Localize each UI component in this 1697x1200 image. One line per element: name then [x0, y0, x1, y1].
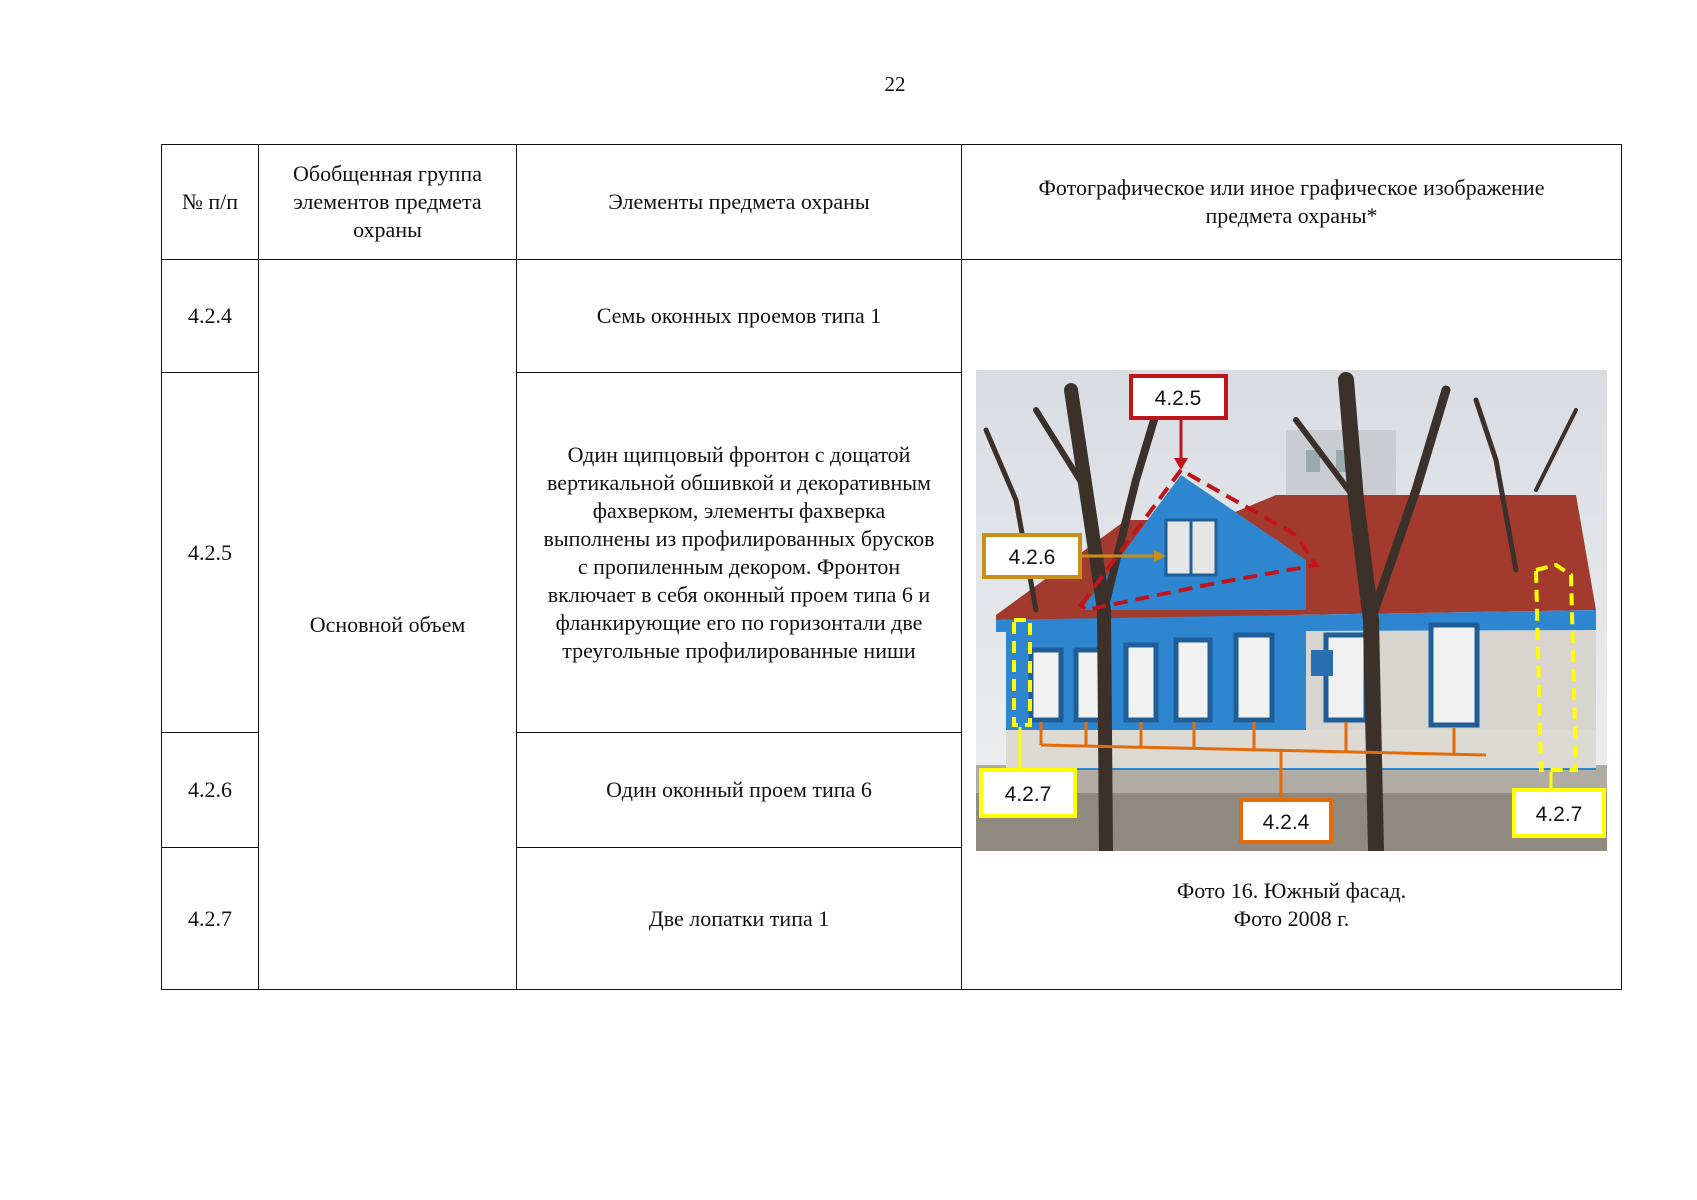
label-pilaster-right: 4.2.7	[1535, 803, 1583, 826]
label-pilaster-left: 4.2.7	[1004, 783, 1052, 806]
table-header-row	[162, 145, 1622, 260]
row-element: Один щипцовый фронтон с дощатой вертикальной обшивкой и декоративным фахверком, элементы фахверка выполнены из профилированных брусков с пропиленным декором. Фронтон включает в себя оконный проем типа 6 и фланкирующие его по горизонтали две треугольные профилированные ниши	[517, 373, 962, 733]
header-elements: Элементы предмета охраны	[517, 145, 962, 260]
heritage-elements-table	[161, 144, 1622, 990]
row-element: Семь оконных проемов типа 1	[517, 260, 962, 373]
page-number: 22	[884, 72, 906, 96]
facade-photo-drawing	[976, 370, 1607, 851]
photo-caption	[962, 877, 1621, 933]
header-image: Фотографическое или иное графическое изображение предмета охраны*	[962, 145, 1622, 260]
label-gable-window: 4.2.6	[1008, 546, 1056, 569]
group-cell: Основной объем	[259, 260, 517, 990]
photo-cell	[962, 260, 1622, 990]
header-number: № п/п	[162, 145, 259, 260]
caption-line-2: Фото 2008 г.	[1233, 906, 1350, 931]
label-gable: 4.2.5	[1154, 387, 1202, 410]
row-element: Две лопатки типа 1	[517, 848, 962, 990]
header-group: Обобщенная группа элементов предмета охраны	[259, 145, 517, 260]
row-number: 4.2.4	[162, 260, 259, 373]
table-row	[162, 260, 1622, 373]
row-element: Один оконный проем типа 6	[517, 733, 962, 848]
facade-photo	[976, 370, 1607, 851]
row-number: 4.2.6	[162, 733, 259, 848]
row-number: 4.2.5	[162, 373, 259, 733]
caption-line-1: Фото 16. Южный фасад.	[1176, 878, 1407, 903]
row-number: 4.2.7	[162, 848, 259, 990]
label-windows: 4.2.4	[1262, 811, 1310, 834]
